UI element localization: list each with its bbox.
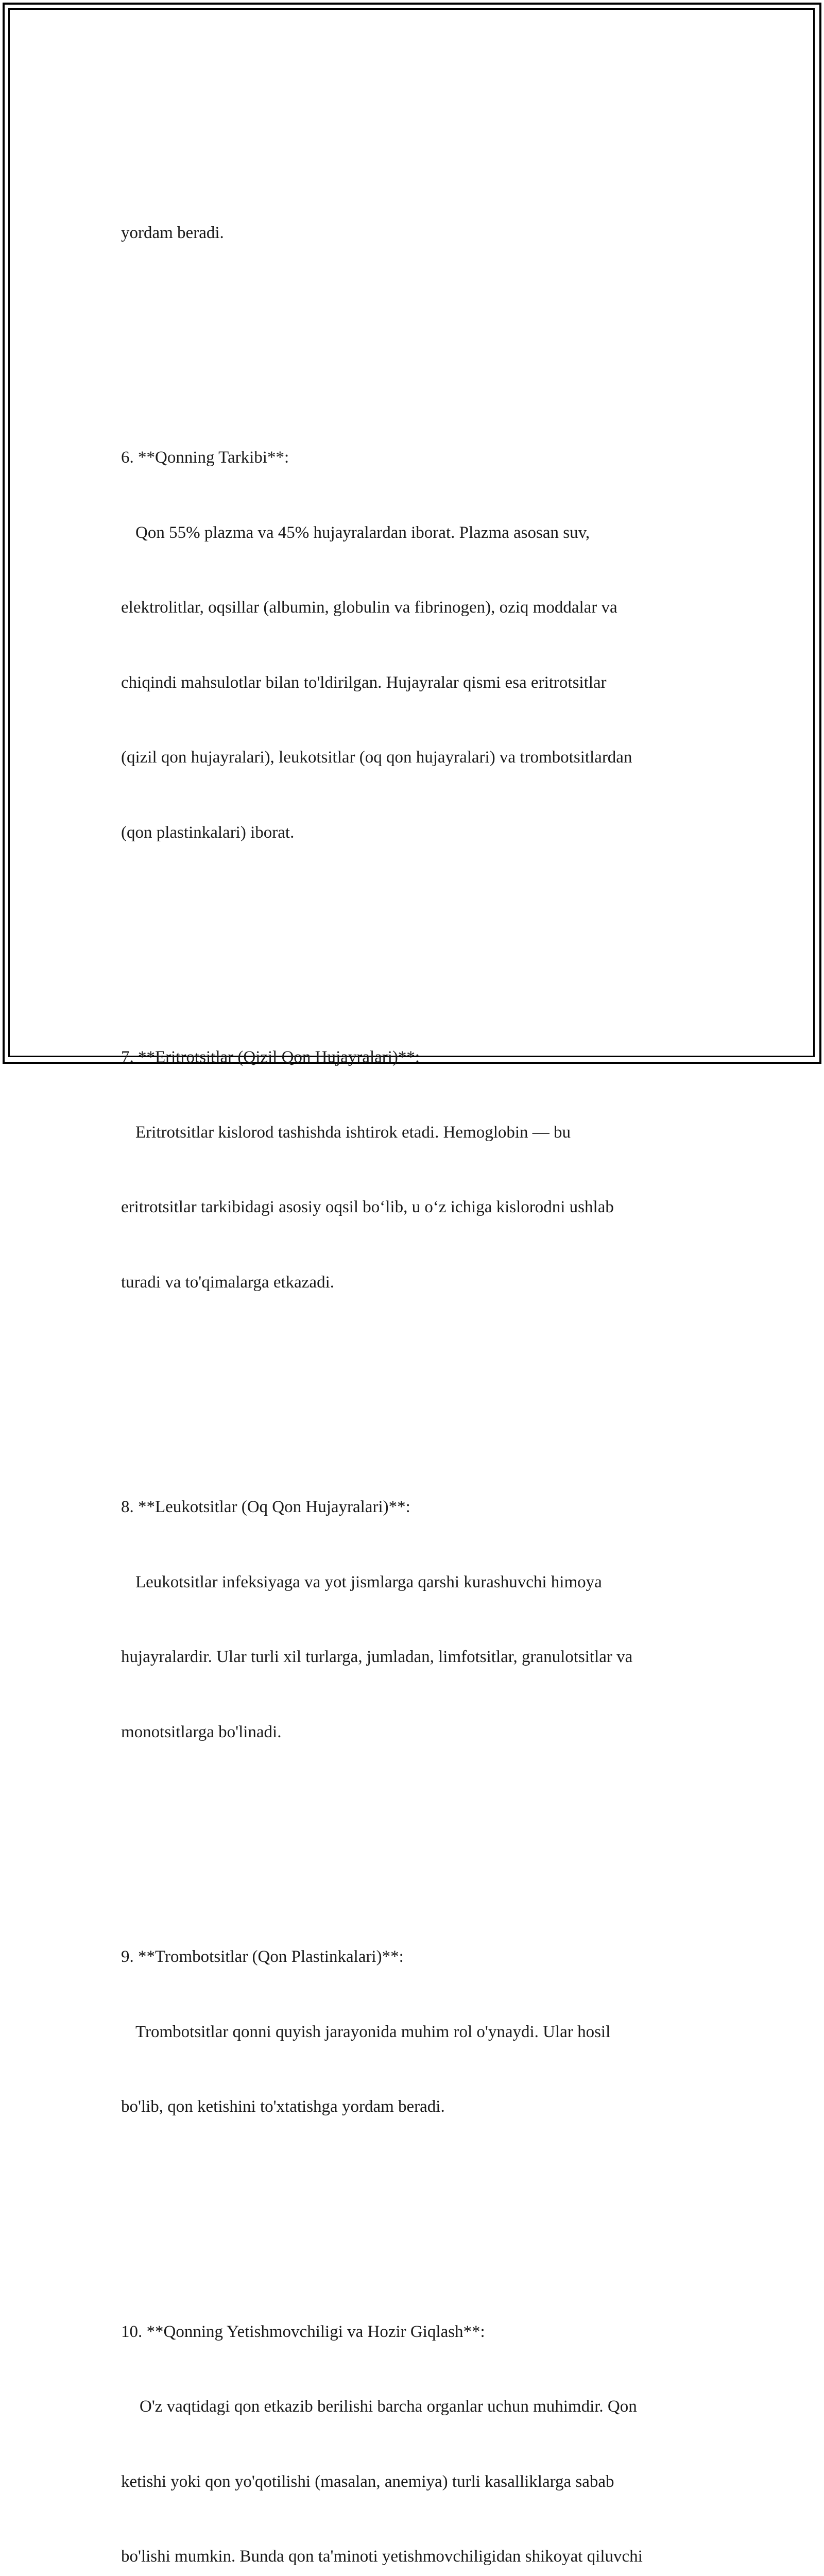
section-line: bo'lib, qon ketishini to'xtatishga yordam beradi. <box>121 2094 718 2120</box>
section-heading: 8. **Leukotsitlar (Oq Qon Hujayralari)**: <box>121 1495 718 1520</box>
section-erythrocytes <box>121 995 718 1345</box>
section-line: Eritrotsitlar kislorod tashishda ishtirok etadi. Hemoglobin — bu <box>121 1120 718 1145</box>
section-composition <box>121 395 718 895</box>
section-line: monotsitlarga bo'linadi. <box>121 1720 718 1745</box>
section-heading: 9. **Trombotsitlar (Qon Plastinkalari)**: <box>121 1944 718 1970</box>
intro-paragraph <box>121 171 718 296</box>
document-body <box>121 95 718 2576</box>
section-line: eritrotsitlar tarkibidagi asosiy oqsil bo‘lib, u o‘z ichiga kislorodni ushlab <box>121 1195 718 1220</box>
intro-line: yordam beradi. <box>121 221 718 246</box>
section-leukocytes <box>121 1445 718 1794</box>
section-line: Qon 55% plazma va 45% hujayralardan iborat. Plazma asosan suv, <box>121 520 718 546</box>
section-line: hujayralardir. Ular turli xil turlarga, jumladan, limfotsitlar, granulotsitlar va <box>121 1645 718 1670</box>
section-thrombocytes <box>121 1894 718 2170</box>
section-heading: 7. **Eritrotsitlar (Qizil Qon Hujayralari)**: <box>121 1045 718 1070</box>
section-line: chiqindi mahsulotlar bilan to'ldirilgan. Hujayralar qismi esa eritrotsitlar <box>121 670 718 696</box>
section-line: ketishi yoki qon yo'qotilishi (masalan, anemiya) turli kasalliklarga sabab <box>121 2469 718 2495</box>
section-heading: 6. **Qonning Tarkibi**: <box>121 445 718 470</box>
section-line: (qon plastinkalari) iborat. <box>121 820 718 845</box>
section-line: Leukotsitlar infeksiyaga va yot jismlarga qarshi kurashuvchi himoya <box>121 1570 718 1595</box>
section-line: elektrolitlar, oqsillar (albumin, globulin va fibrinogen), oziq moddalar va <box>121 595 718 620</box>
section-line: bo'lishi mumkin. Bunda qon ta'minoti yetishmovchiligidan shikoyat qiluvchi <box>121 2544 718 2569</box>
section-deficiency <box>121 2269 718 2576</box>
section-line: Trombotsitlar qonni quyish jarayonida muhim rol o'ynaydi. Ular hosil <box>121 2020 718 2045</box>
section-line: turadi va to'qimalarga etkazadi. <box>121 1270 718 1295</box>
section-line: (qizil qon hujayralari), leukotsitlar (oq qon hujayralari) va trombotsitlardan <box>121 745 718 770</box>
section-heading: 10. **Qonning Yetishmovchiligi va Hozir Giqlash**: <box>121 2319 718 2345</box>
section-line: O'z vaqtidagi qon etkazib berilishi barcha organlar uchun muhimdir. Qon <box>121 2394 718 2419</box>
